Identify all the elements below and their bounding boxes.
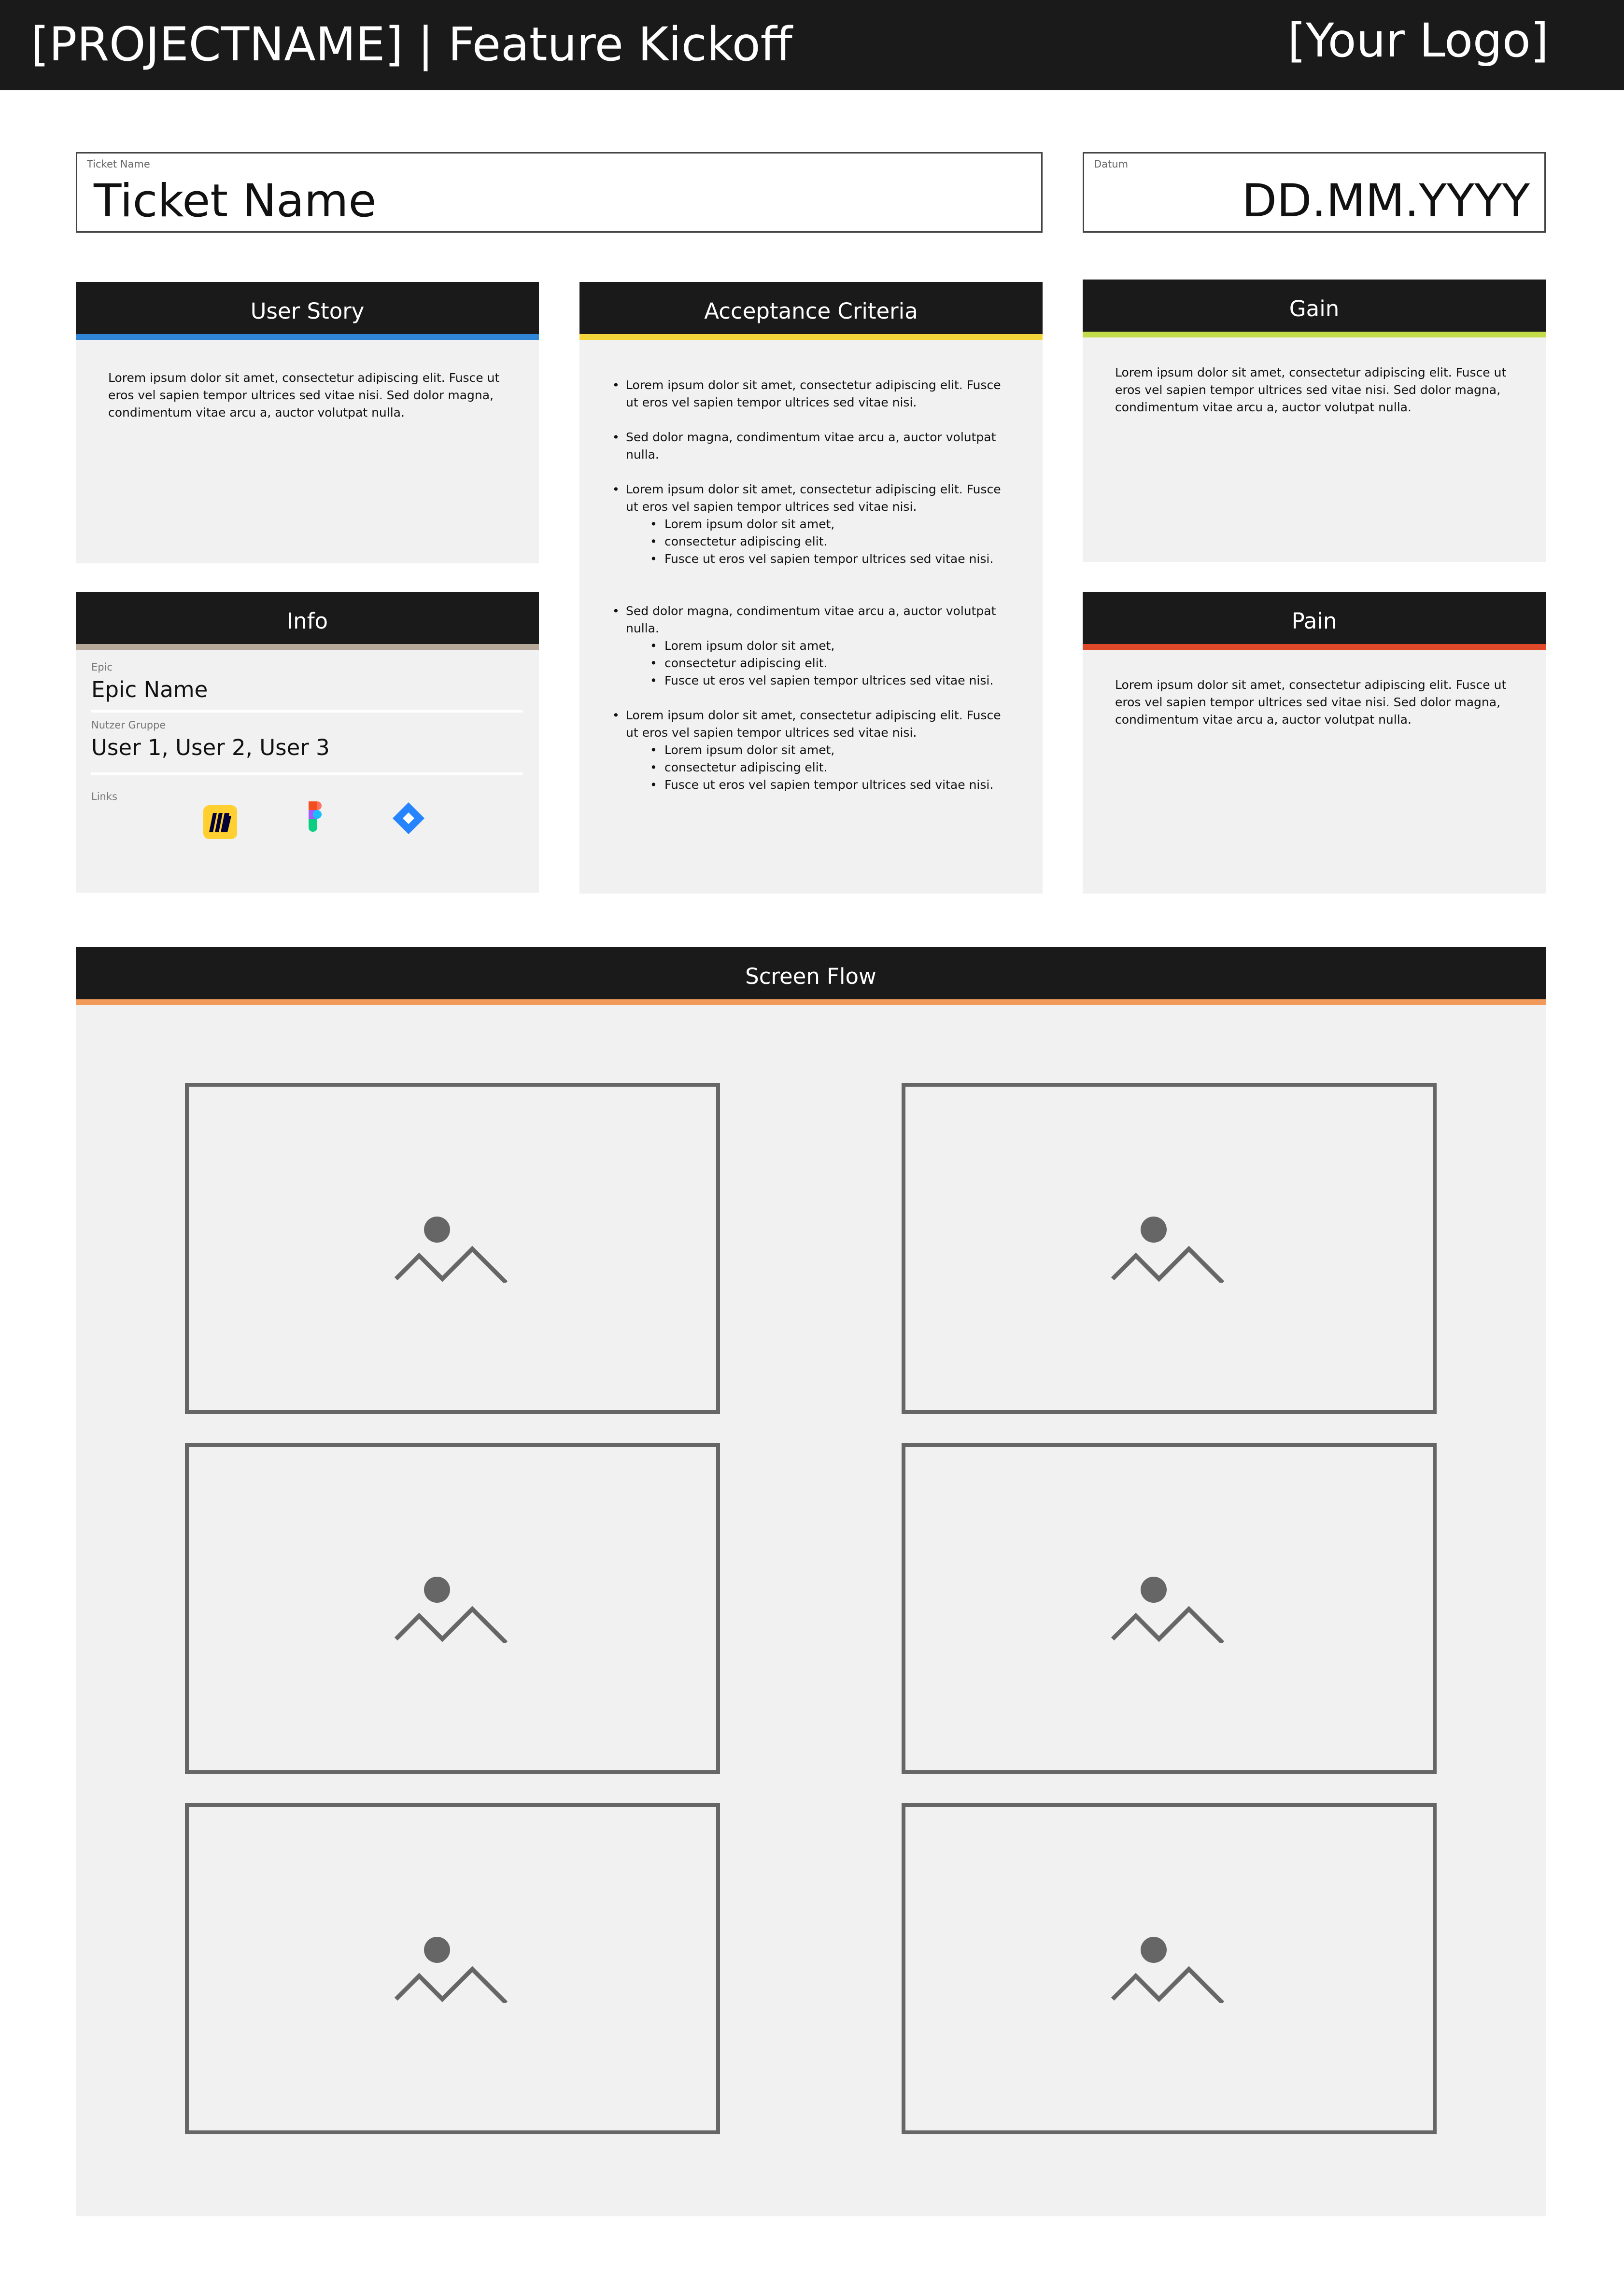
page-title: [PROJECTNAME] | Feature Kickoff: [31, 17, 792, 71]
screen-flow-section: [76, 947, 1546, 2216]
acceptance-criteria-subitem: [626, 742, 1004, 759]
bullet-icon: •: [612, 430, 620, 444]
image-placeholder-icon: [394, 1575, 510, 1643]
header-bar: [0, 0, 1624, 90]
acceptance-criteria-item: [612, 429, 1004, 463]
acceptance-criteria-subtext: Lorem ipsum dolor sit amet,: [664, 743, 835, 757]
acceptance-criteria-item: [612, 377, 1004, 411]
links-label: Links: [91, 791, 117, 802]
bullet-icon: •: [612, 708, 620, 722]
bullet-icon: •: [612, 604, 620, 618]
date-label: Datum: [1094, 158, 1129, 170]
screen-placeholder-frame[interactable]: [185, 1803, 720, 2134]
image-placeholder-icon: [394, 1935, 510, 2003]
acceptance-criteria-subitem: [626, 516, 1004, 533]
user-story-text[interactable]: Lorem ipsum dolor sit amet, consectetur adipiscing elit. Fusce ut eros vel sapien tempor ultrices sed vitae nisi. Sed dolor magna, condimentum vitae arcu a, auctor volutpat nulla.: [108, 371, 500, 420]
acceptance-criteria-text: Lorem ipsum dolor sit amet, consectetur adipiscing elit. Fusce ut eros vel sapien tempor ultrices sed vitae nisi.: [626, 482, 1001, 514]
bullet-icon: •: [650, 534, 657, 548]
bullet-icon: •: [650, 760, 657, 774]
ticket-name-value[interactable]: Ticket Name: [94, 175, 377, 227]
ticket-name-label: Ticket Name: [87, 158, 150, 170]
acceptance-criteria-subitem: [626, 655, 1004, 672]
epic-label: Epic: [91, 661, 113, 673]
bullet-icon: •: [650, 656, 657, 670]
acceptance-criteria-subtext: Fusce ut eros vel sapien tempor ultrices sed vitae nisi.: [664, 778, 994, 792]
bullet-icon: •: [650, 778, 657, 792]
date-value[interactable]: DD.MM.YYYY: [1242, 175, 1530, 227]
acceptance-criteria-subtext: consectetur adipiscing elit.: [664, 534, 828, 548]
screen-placeholder-frame[interactable]: [185, 1083, 720, 1414]
gain-header: Gain: [1083, 280, 1546, 337]
acceptance-criteria-text: Sed dolor magna, condimentum vitae arcu a, auctor volutpat nulla.: [626, 430, 996, 462]
screen-flow-header: Screen Flow: [76, 947, 1546, 1005]
screen-flow-accent-bar: [76, 999, 1546, 1005]
user-story-header: User Story: [76, 282, 539, 340]
acceptance-criteria-subtext: consectetur adipiscing elit.: [664, 760, 828, 774]
acceptance-criteria-subtext: Lorem ipsum dolor sit amet,: [664, 517, 835, 531]
acceptance-criteria-item: [612, 602, 1004, 637]
pain-text[interactable]: Lorem ipsum dolor sit amet, consectetur adipiscing elit. Fusce ut eros vel sapien tempor ultrices sed vitae nisi. Sed dolor magna, condimentum vitae arcu a, auctor volutpat nulla.: [1115, 678, 1507, 727]
acceptance-criteria-subtext: Lorem ipsum dolor sit amet,: [664, 639, 835, 653]
info-divider: [91, 710, 523, 713]
acceptance-criteria-subitem: [626, 776, 1004, 794]
bullet-icon: •: [650, 743, 657, 757]
screen-placeholder-frame[interactable]: [902, 1083, 1437, 1414]
jira-icon[interactable]: [391, 799, 426, 835]
screen-placeholder-frame[interactable]: [902, 1803, 1437, 2134]
gain-card: [1083, 280, 1546, 562]
info-card: [76, 592, 539, 893]
acceptance-criteria-subtext: Fusce ut eros vel sapien tempor ultrices sed vitae nisi.: [664, 673, 994, 687]
info-divider: [91, 772, 523, 775]
acceptance-criteria-subitem: [626, 550, 1004, 568]
acceptance-criteria-header: Acceptance Criteria: [579, 282, 1043, 340]
image-placeholder-icon: [394, 1215, 510, 1283]
date-field[interactable]: [1083, 152, 1546, 233]
bullet-icon: •: [650, 552, 657, 566]
figma-icon[interactable]: [299, 799, 335, 835]
user-story-accent-bar: [76, 334, 539, 340]
acceptance-criteria-text: Lorem ipsum dolor sit amet, consectetur adipiscing elit. Fusce ut eros vel sapien tempor ultrices sed vitae nisi.: [626, 708, 1001, 740]
acceptance-criteria-accent-bar: [579, 334, 1043, 340]
pain-card: [1083, 592, 1546, 894]
gain-text[interactable]: Lorem ipsum dolor sit amet, consectetur adipiscing elit. Fusce ut eros vel sapien tempor ultrices sed vitae nisi. Sed dolor magna, condimentum vitae arcu a, auctor volutpat nulla.: [1115, 365, 1507, 414]
user-group-label: Nutzer Gruppe: [91, 719, 166, 731]
ticket-name-field[interactable]: [76, 152, 1043, 233]
bullet-icon: •: [650, 517, 657, 531]
info-header: Info: [76, 592, 539, 650]
acceptance-criteria-text: Sed dolor magna, condimentum vitae arcu a, auctor volutpat nulla.: [626, 604, 996, 635]
bullet-icon: •: [612, 378, 620, 392]
user-story-card: [76, 282, 539, 563]
pain-header: Pain: [1083, 592, 1546, 650]
pain-accent-bar: [1083, 644, 1546, 650]
screen-placeholder-frame[interactable]: [902, 1443, 1437, 1774]
gain-accent-bar: [1083, 332, 1546, 337]
acceptance-criteria-card: [579, 282, 1043, 894]
bullet-icon: •: [650, 673, 657, 687]
user-group-value[interactable]: User 1, User 2, User 3: [91, 735, 330, 760]
image-placeholder-icon: [1111, 1935, 1227, 2003]
acceptance-criteria-subtext: consectetur adipiscing elit.: [664, 656, 828, 670]
epic-value[interactable]: Epic Name: [91, 677, 208, 702]
info-accent-bar: [76, 644, 539, 650]
logo-placeholder: [Your Logo]: [1287, 14, 1549, 68]
acceptance-criteria-subitem: [626, 637, 1004, 655]
acceptance-criteria-subitem: [626, 672, 1004, 689]
acceptance-criteria-subtext: Fusce ut eros vel sapien tempor ultrices sed vitae nisi.: [664, 552, 994, 566]
miro-icon[interactable]: [202, 804, 238, 840]
acceptance-criteria-list[interactable]: [612, 377, 1004, 794]
bullet-icon: •: [612, 482, 620, 496]
acceptance-criteria-subitem: [626, 759, 1004, 776]
acceptance-criteria-item: [612, 707, 1004, 742]
image-placeholder-icon: [1111, 1215, 1227, 1283]
acceptance-criteria-subitem: [626, 533, 1004, 550]
screen-placeholder-frame[interactable]: [185, 1443, 720, 1774]
bullet-icon: •: [650, 639, 657, 653]
image-placeholder-icon: [1111, 1575, 1227, 1643]
acceptance-criteria-item: [612, 481, 1004, 516]
acceptance-criteria-text: Lorem ipsum dolor sit amet, consectetur adipiscing elit. Fusce ut eros vel sapien tempor ultrices sed vitae nisi.: [626, 378, 1001, 409]
